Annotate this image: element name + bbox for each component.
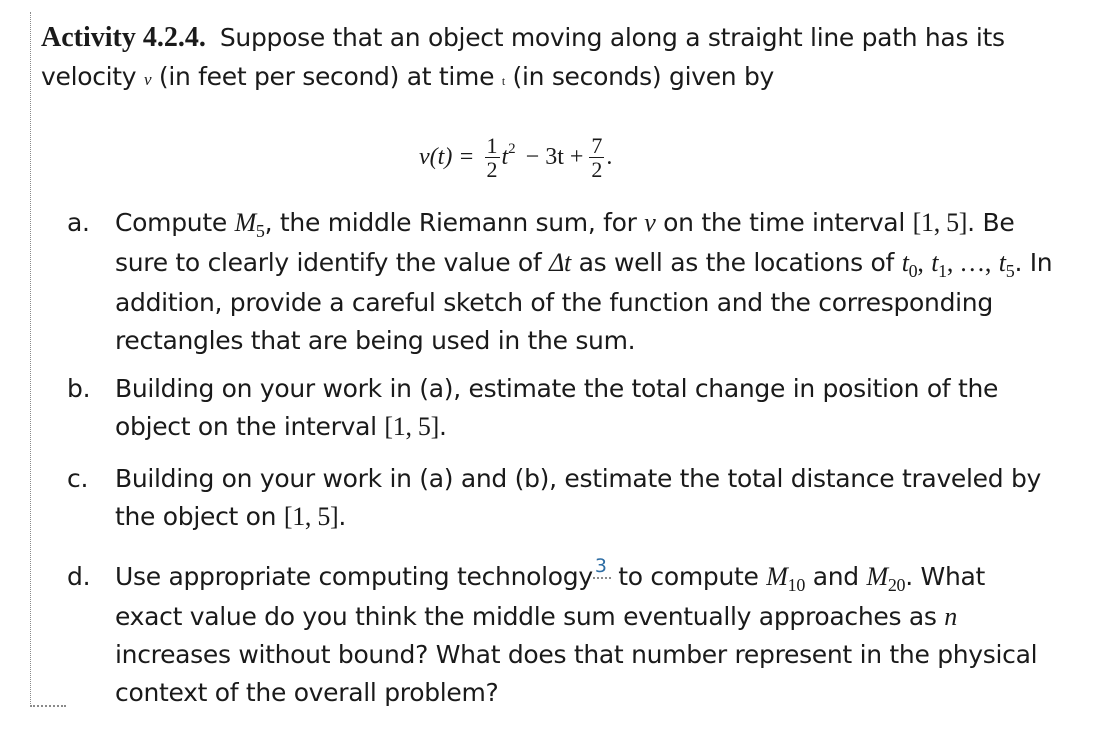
part-d-marker: d. xyxy=(67,562,91,591)
m20-symbol: $M_{20}$ xyxy=(866,562,906,595)
part-a-text: Compute $M_5$, the middle Riemann sum, for v on the time interval [1, 5]. Be sure to clearly identify the value of Δt as well as the locations of $t_0$, $t_1$, …, $t_5$. In addition, provide a careful sketch of the function and the corresponding rectangles that are being used in the sum. xyxy=(115,208,1053,355)
fraction-seven-halves xyxy=(589,134,604,181)
interval: [1, 5] xyxy=(912,208,968,237)
velocity-variable: v xyxy=(143,70,152,89)
delta-t: Δt xyxy=(549,248,571,277)
footnote-link[interactable]: 3 xyxy=(593,555,611,579)
part-d-text: Use appropriate computing technology $^3$ to compute $M_{10}$ and $M_{20}$. What exact value do you think the middle sum eventually approaches as n increases without bound? What does that number represent in the physical context of the overall problem? xyxy=(115,555,1038,707)
velocity-equation xyxy=(419,122,612,192)
fraction-denominator: 2 xyxy=(591,156,603,182)
part-b-text: Building on your work in (a), estimate the total change in position of the object on the interval [1, 5]. xyxy=(115,374,999,441)
m5-symbol: $M_5$ xyxy=(234,208,265,241)
activity-title: Activity 4.2.4. xyxy=(41,22,206,53)
activity-intro xyxy=(41,18,1061,101)
part-a-marker: a. xyxy=(67,208,90,237)
v-variable: v xyxy=(644,208,656,237)
t5-symbol: $t_5$ xyxy=(998,248,1015,281)
fraction-denominator: 2 xyxy=(486,156,498,182)
time-variable: t xyxy=(501,74,505,88)
fraction-one-half xyxy=(485,134,500,181)
fraction-numerator: 1 xyxy=(486,132,498,158)
intro-text-2: (in feet per second) at time xyxy=(158,62,495,91)
part-c-marker: c. xyxy=(67,464,89,493)
t-squared: $t^2$ xyxy=(501,140,516,170)
equation-middle: − 3t + xyxy=(525,143,584,170)
activity-bottom-rule xyxy=(30,705,66,707)
fraction-numerator: 7 xyxy=(591,132,603,158)
intro-text-3: (in seconds) given by xyxy=(512,62,775,91)
equation-lhs: v(t) = xyxy=(419,143,475,170)
n-variable: n xyxy=(944,602,957,631)
m10-symbol: $M_{10}$ xyxy=(766,562,806,595)
activity-block xyxy=(30,12,1070,706)
interval: [1, 5] xyxy=(283,502,339,531)
part-c-text: Building on your work in (a) and (b), estimate the total distance traveled by the object on [1, 5]. xyxy=(115,464,1042,531)
part-b-marker: b. xyxy=(67,374,91,403)
t0-symbol: $t_0$ xyxy=(901,248,918,281)
intro-text-1: Suppose that an object moving along a straight line path has its velocity xyxy=(41,23,1005,91)
t1-symbol: $t_1$ xyxy=(931,248,947,281)
equation-end: . xyxy=(606,143,613,170)
interval: [1, 5] xyxy=(384,412,439,441)
